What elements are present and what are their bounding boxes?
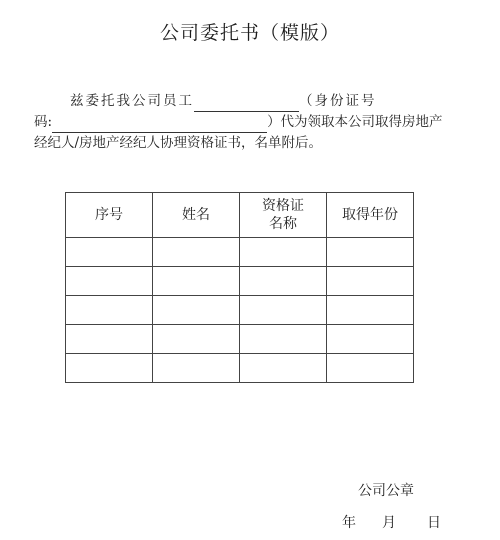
table-cell [153,325,240,354]
table-cell [327,325,414,354]
table-cell [66,296,153,325]
table-cell [66,354,153,383]
paragraph-line-1-text: 兹委托我公司员工 [70,93,194,109]
paragraph-line-3: 经纪人/房地产经纪人协理资格证书，名单附后。 [34,135,323,151]
date-year-label: 年 [342,515,356,531]
header-year-obtained: 取得年份 [327,193,414,238]
table-row [66,325,414,354]
paragraph-line-2 [34,112,470,133]
id-number-blank [52,116,267,133]
header-certificate-name [240,193,327,238]
header-serial-number: 序号 [66,193,153,238]
paragraph-line-2-prefix: 码: [34,114,53,130]
table-cell [240,238,327,267]
signature-date [342,512,441,532]
employee-list-table [65,192,414,383]
date-day-label: 日 [427,515,441,531]
table-row [66,267,414,296]
header-name: 姓名 [153,193,240,238]
header-certificate-name-line-2: 名称 [269,216,297,232]
table-cell [327,354,414,383]
paragraph-line-1-suffix: （身份证号 [299,93,377,109]
table-cell [240,354,327,383]
employee-name-blank [194,95,299,112]
table-row [66,238,414,267]
table-cell [240,296,327,325]
table-cell [240,325,327,354]
paragraph-line-1 [34,91,470,112]
table-cell [240,267,327,296]
table-cell [327,296,414,325]
table-cell [153,296,240,325]
table-cell [153,238,240,267]
company-seal-label: 公司公章 [358,483,414,499]
document-title: 公司委托书（模版） [159,22,340,44]
table-cell [327,238,414,267]
table-row [66,354,414,383]
table-cell [66,238,153,267]
paragraph-line-2-suffix: ）代为领取本公司取得房地产 [267,114,443,130]
table-row [66,296,414,325]
table-cell [153,354,240,383]
table-cell [153,267,240,296]
table-header-row [66,193,414,238]
table-cell [327,267,414,296]
header-certificate-name-line-1: 资格证 [262,198,304,214]
date-month-label: 月 [382,515,396,531]
table-cell [66,325,153,354]
table-cell [66,267,153,296]
